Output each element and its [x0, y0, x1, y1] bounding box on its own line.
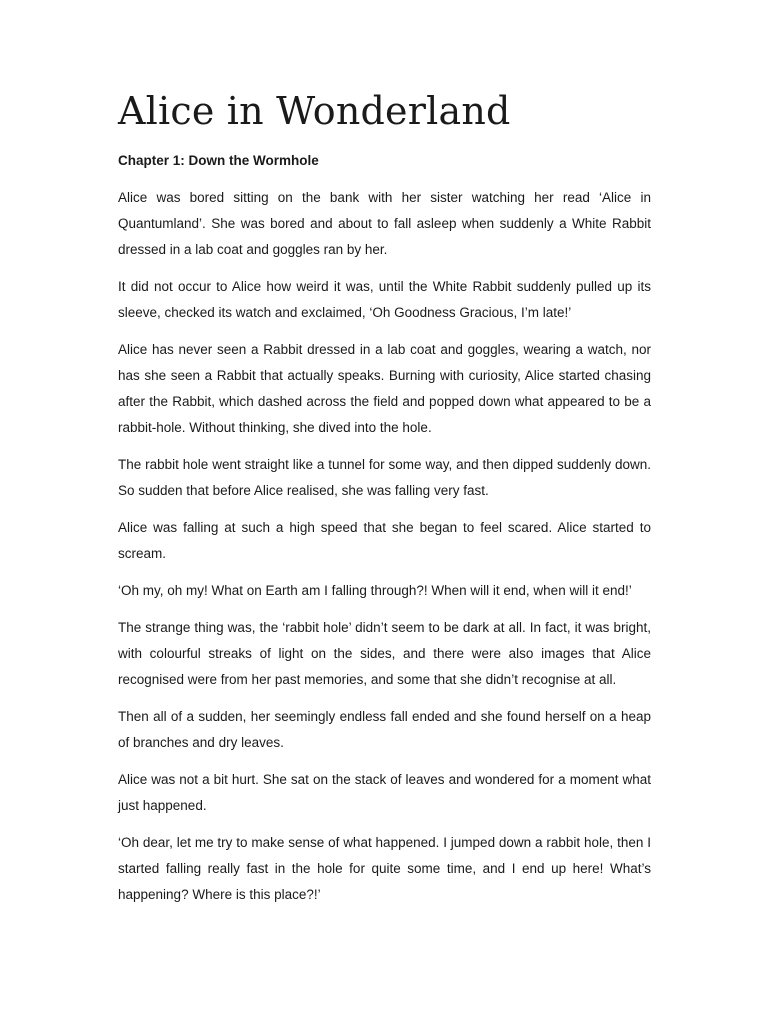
chapter-heading: Chapter 1: Down the Wormhole	[118, 153, 319, 168]
paragraph: ‘Oh dear, let me try to make sense of what happened. I jumped down a rabbit hole, then I started falling really fast in the hole for quite some time, and I end up here! What’s happening? Where is this place?!’	[118, 835, 651, 902]
paragraph: Alice has never seen a Rabbit dressed in a lab coat and goggles, wearing a watch, nor has she seen a Rabbit that actually speaks. Burning with curiosity, Alice started chasing after the Rabbit, which dashed across the field and popped down what appeared to be a rabbit-hole. Without thinking, she dived into the hole.	[118, 342, 651, 435]
paragraph: Alice was bored sitting on the bank with her sister watching her read ‘Alice in Quantumland’. She was bored and about to fall asleep when suddenly a White Rabbit dressed in a lab coat and goggles ran by her.	[118, 190, 651, 257]
paragraph: Alice was falling at such a high speed that she began to feel scared. Alice started to scream.	[118, 520, 651, 561]
paragraph: ‘Oh my, oh my! What on Earth am I falling through?! When will it end, when will it end!’	[118, 583, 632, 598]
paragraph: Then all of a sudden, her seemingly endless fall ended and she found herself on a heap of branches and dry leaves.	[118, 709, 651, 750]
document-page	[118, 88, 651, 919]
paragraph: The rabbit hole went straight like a tunnel for some way, and then dipped suddenly down. So sudden that before Alice realised, she was falling very fast.	[118, 457, 651, 498]
paragraph: Alice was not a bit hurt. She sat on the stack of leaves and wondered for a moment what just happened.	[118, 772, 651, 813]
paragraph: The strange thing was, the ‘rabbit hole’ didn’t seem to be dark at all. In fact, it was bright, with colourful streaks of light on the sides, and there were also images that Alice recognised were from her past memories, and some that she didn’t recognise at all.	[118, 620, 651, 687]
paragraph: It did not occur to Alice how weird it was, until the White Rabbit suddenly pulled up its sleeve, checked its watch and exclaimed, ‘Oh Goodness Gracious, I’m late!’	[118, 279, 651, 320]
document-title: Alice in Wonderland	[118, 89, 511, 133]
